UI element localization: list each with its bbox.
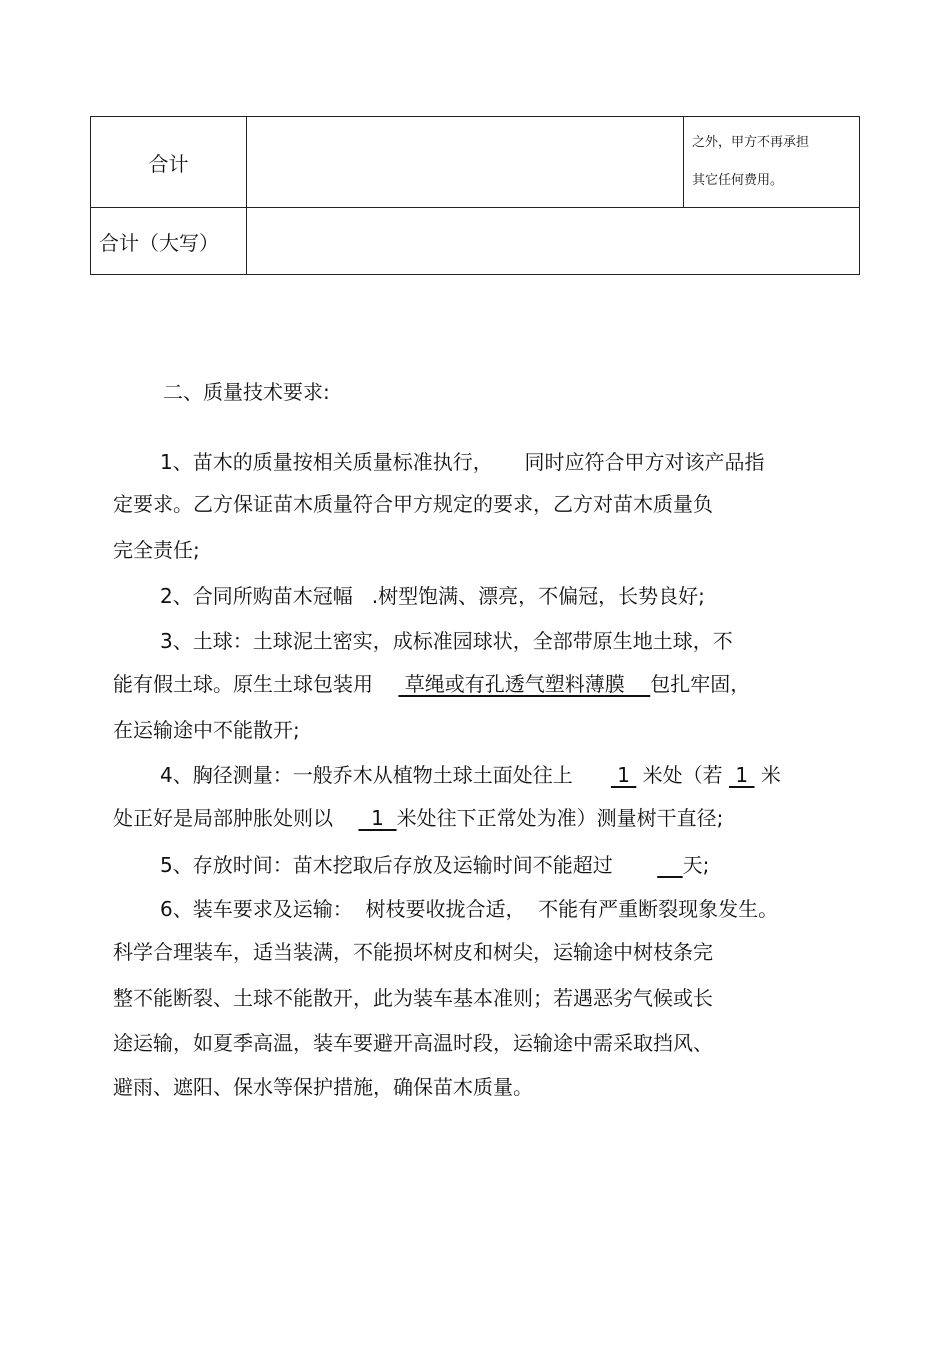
item-5-text-a: 5、存放时间：苗木挖取后存放及运输时间不能超过: [160, 853, 658, 877]
item-2-line-1: 2、合同所购苗木冠幅 .树型饱满、漂亮，不偏冠，长势良好;: [160, 584, 705, 608]
measure-height-field-2: 1: [729, 763, 755, 787]
total-note: [684, 117, 860, 208]
item-4-text-a: 4、胸径测量：一般乔木从植物土球土面处往上: [160, 763, 611, 787]
section-title: 二、质量技术要求:: [163, 380, 330, 404]
item-3-line-2: [113, 668, 750, 697]
item-4-text-d: 处正好是局部肿胀处则以: [113, 806, 359, 830]
total-value-cell: [247, 117, 684, 208]
item-3-text-a: 能有假土球。原生土球包装用: [113, 672, 399, 696]
item-1-line-1: 1、苗木的质量按相关质量标准执行， 同时应符合甲方对该产品指: [160, 450, 765, 474]
packaging-material-field: 草绳或有孔透气塑料薄膜: [398, 672, 651, 696]
item-5-text-b: 天;: [682, 853, 710, 877]
item-1-line-3: 完全责任;: [113, 538, 200, 562]
item-6-line-5: 避雨、遮阳、保水等保护措施，确保苗木质量。: [113, 1075, 533, 1099]
item-6-line-2: 科学合理装车，适当装满，不能损坏树皮和树尖，运输途中树枝条完: [113, 940, 713, 964]
measure-height-field-3: 1: [358, 806, 397, 830]
item-6-line-1: 6、装车要求及运输： 树枝要收拢合适， 不能有严重断裂现象发生。: [160, 897, 779, 921]
total-uppercase-label: 合计（大写）: [91, 208, 247, 275]
item-6-line-4: 途运输，如夏季高温，装车要避开高温时段，运输途中需采取挡风、: [113, 1031, 713, 1055]
item-4-text-e: 米处往下正常处为准）测量树干直径;: [396, 806, 724, 830]
item-4-text-c: 米: [754, 763, 781, 787]
item-4-text-b: 米处（若: [636, 763, 730, 787]
total-label: 合计: [91, 117, 247, 208]
item-6-line-3: 整不能断裂、土球不能散开，此为装车基本准则；若遇恶劣气候或长: [113, 986, 713, 1010]
storage-days-field: [657, 853, 682, 877]
total-uppercase-row: [91, 208, 860, 275]
item-3-line-1: 3、土球：土球泥土密实，成标准园球状，全部带原生地土球，不: [160, 629, 733, 653]
total-table: [90, 116, 860, 275]
total-row: [91, 117, 860, 208]
measure-height-field-1: 1: [610, 763, 637, 787]
item-5-line-1: [160, 849, 709, 878]
item-4-line-1: [160, 759, 781, 788]
item-3-text-b: 包扎牢固，: [650, 672, 751, 696]
total-note-line-1: 之外，甲方不再承担: [692, 135, 810, 150]
item-3-line-3: 在运输途中不能散开;: [113, 718, 300, 742]
total-note-line-2: 其它任何费用。: [692, 173, 784, 188]
total-uppercase-value-cell: [247, 208, 860, 275]
item-4-line-2: [113, 802, 723, 831]
item-1-line-2: 定要求。乙方保证苗木质量符合甲方规定的要求，乙方对苗木质量负: [113, 492, 713, 516]
